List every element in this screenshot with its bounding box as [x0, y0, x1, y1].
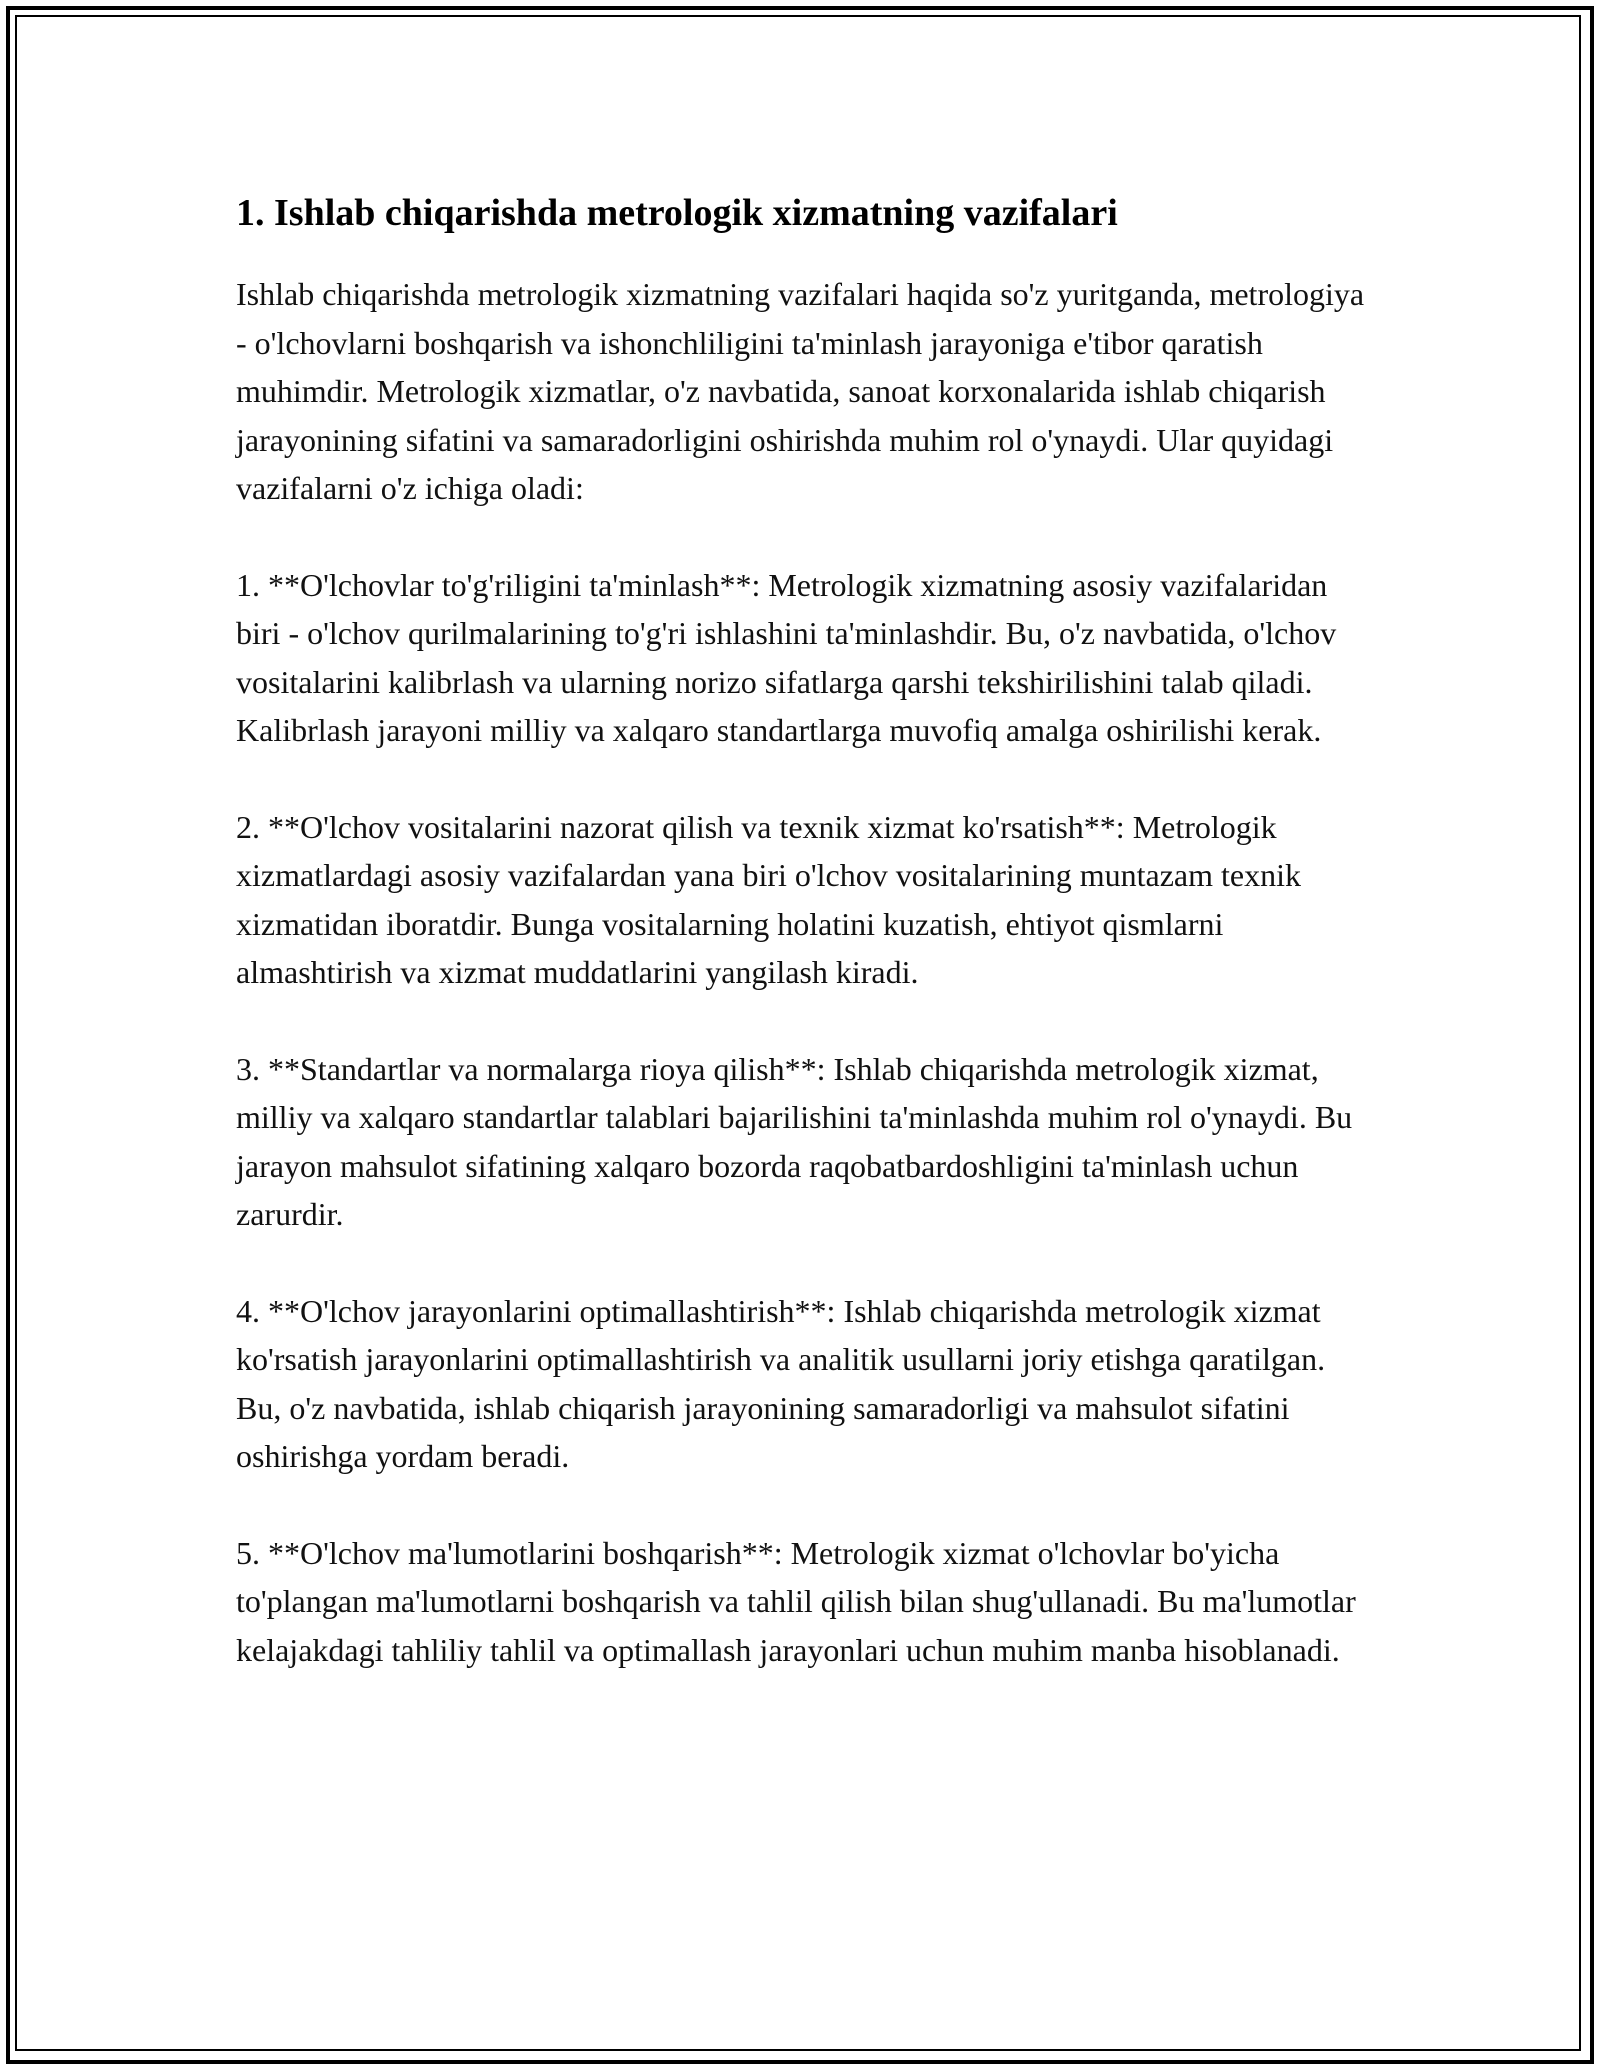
document-title: 1. Ishlab chiqarishda metrologik xizmatning vazifalari — [236, 192, 1118, 234]
list-item-4: 4. **O'lchov jarayonlarini optimallashtirish**: Ishlab chiqarishda metrologik xizmat ko'rsatish jarayonlarini optimallashtirish va analitik usullarni joriy etishga qaratilgan. Bu, o'z navbatida, ishlab chiqarish jarayonining samaradorligi va mahsulot sifatini oshirishga yordam beradi. — [236, 1292, 1326, 1474]
list-item-1: 1. **O'lchovlar to'g'riligini ta'minlash**: Metrologik xizmatning asosiy vazifalaridan biri - o'lchov qurilmalarining to'g'ri ishlashini ta'minlashdir. Bu, o'z navbatida, o'lchov vositalarini kalibrlash va ularning norizo sifatlarga qarshi tekshirilishini talab qiladi. Kalibrlash jarayoni milliy va xalqaro standartlarga muvofiq amalga oshirilishi kerak. — [236, 566, 1337, 748]
document-body — [236, 184, 1376, 1722]
list-item-5: 5. **O'lchov ma'lumotlarini boshqarish**: Metrologik xizmat o'lchovlar bo'yicha to'plangan ma'lumotlarni boshqarish va tahlil qilish bilan shug'ullanadi. Bu ma'lumotlar kelajakdagi tahliliy tahlil va optimallash jarayonlari uchun muhim manba hisoblanadi. — [236, 1534, 1356, 1668]
list-item-3: 3. **Standartlar va normalarga rioya qilish**: Ishlab chiqarishda metrologik xizmat, milliy va xalqaro standartlar talablari bajarilishini ta'minlashda muhim rol o'ynaydi. Bu jarayon mahsulot sifatining xalqaro bozorda raqobatbardoshligini ta'minlash uchun zarurdir. — [236, 1050, 1353, 1232]
list-item-2: 2. **O'lchov vositalarini nazorat qilish va texnik xizmat ko'rsatish**: Metrologik xizmatlardagi asosiy vazifalardan yana biri o'lchov vositalarining muntazam texnik xizmatidan iboratdir. Bunga vositalarning holatini kuzatish, ehtiyot qismlarni almashtirish va xizmat muddatlarini yangilash kiradi. — [236, 808, 1301, 990]
intro-paragraph: Ishlab chiqarishda metrologik xizmatning vazifalari haqida so'z yuritganda, metrologiya - o'lchovlarni boshqarish va ishonchliligini ta'minlash jarayoniga e'tibor qaratish muhimdir. Metrologik xizmatlar, o'z navbatida, sanoat korxonalarida ishlab chiqarish jarayonining sifatini va samaradorligini oshirishda muhim rol o'ynaydi. Ular quyidagi vazifalarni o'z ichiga oladi: — [236, 276, 1365, 506]
